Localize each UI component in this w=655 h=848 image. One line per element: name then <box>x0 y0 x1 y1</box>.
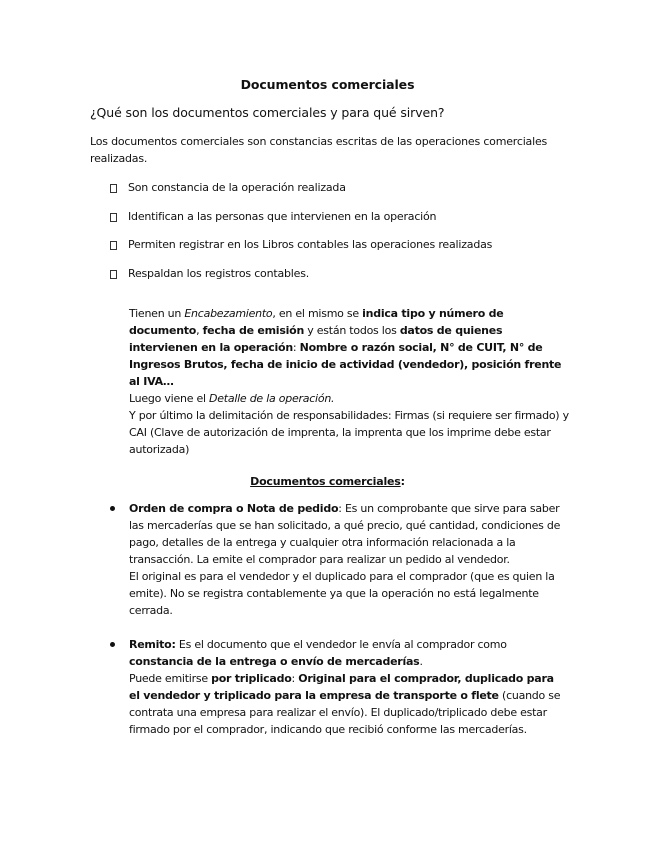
text-run: Luego viene el <box>129 392 210 405</box>
document-types-list <box>110 500 565 738</box>
bold-text: datos de quienes intervienen en la operación <box>129 324 503 354</box>
italic-text: Detalle de la operación. <box>209 392 335 405</box>
bold-text: Orden de compra o Nota de pedido <box>129 502 339 515</box>
text-run: Tienen un <box>129 307 185 320</box>
square-bullet-icon <box>110 184 117 193</box>
bold-text: Remito: <box>129 638 176 651</box>
list-item-text: Permiten registrar en los Libros contables las operaciones realizadas <box>128 238 493 251</box>
section-question: ¿Qué son los documentos comerciales y para qué sirven? <box>90 105 445 120</box>
square-bullet-icon <box>110 270 117 279</box>
list-item-remito <box>110 636 565 738</box>
bold-text: Original para el comprador, duplicado para el vendedor y triplicado para la empresa de transporte o flete <box>129 672 554 702</box>
list-item-text: Respaldan los registros contables. <box>128 266 310 280</box>
remito-paragraph-2 <box>129 670 565 738</box>
subtitle-colon: : <box>400 475 405 488</box>
bullet-dot-icon <box>110 506 115 511</box>
list-item <box>110 267 570 296</box>
list-item <box>110 181 570 210</box>
text-run: , <box>196 324 203 337</box>
text-run: : <box>292 341 300 354</box>
bold-text: por triplicado <box>211 672 292 685</box>
document-title: Documentos comerciales <box>240 77 415 92</box>
square-bullet-icon <box>110 241 117 250</box>
bold-text: indica tipo y número de documento <box>129 307 504 337</box>
responsibility-paragraph: Y por último la delimitación de responsabilidades: Firmas (si requiere ser firmado) y CAI (Clave de autorización de imprenta, la imprenta que los imprime debe estar autorizada) <box>129 409 569 456</box>
italic-text: Encabezamiento <box>184 307 273 320</box>
text-run: : <box>291 672 299 685</box>
orden-paragraph <box>129 500 565 568</box>
bold-text: fecha de emisión <box>202 324 305 337</box>
header-paragraph <box>129 305 569 390</box>
orden-paragraph-2: El original es para el vendedor y el duplicado para el comprador (que es quien la emite). No se registra contablemente ya que la operación no está legalmente cerrada. <box>129 570 555 617</box>
text-run: y están todos los <box>304 324 400 337</box>
text-run: . <box>419 655 423 668</box>
purpose-list <box>110 181 570 295</box>
text-run: (cuando se contrata una empresa para realizar el envío). El duplicado/triplicado debe estar firmado por el comprador, indicando que recibió conforme las mercaderías. <box>129 689 561 736</box>
bullet-dot-icon <box>110 642 115 647</box>
list-item <box>110 238 570 267</box>
section-subtitle <box>0 475 655 488</box>
text-run: : Es un comprobante que sirve para saber las mercaderías que se han solicitado, a qué precio, qué cantidad, condiciones de pago, detalles de la entrega y cualquier otra información relacionada a la transacción. La emite el comprador para realizar un pedido al vendedor. <box>129 502 561 566</box>
text-run: Puede emitirse <box>129 672 212 685</box>
bold-text: constancia de la entrega o envío de mercaderías <box>129 655 420 668</box>
structure-description <box>129 305 569 458</box>
remito-paragraph <box>129 636 565 670</box>
bold-text: Nombre o razón social, N° de CUIT, N° de Ingresos Brutos, fecha de inicio de actividad (vendedor), posición frente al IVA… <box>129 341 562 388</box>
detail-paragraph <box>129 390 569 407</box>
subtitle-text: Documentos comerciales <box>250 475 401 488</box>
list-item <box>110 210 570 239</box>
list-item-orden-compra <box>110 500 565 619</box>
text-run: Es el documento que el vendedor le envía al comprador como <box>175 638 507 651</box>
square-bullet-icon <box>110 213 117 222</box>
list-item-text: Identifican a las personas que intervienen en la operación <box>128 209 437 223</box>
intro-paragraph: Los documentos comerciales son constancias escritas de las operaciones comerciales realizadas. <box>90 135 548 165</box>
list-item-text: Son constancia de la operación realizada <box>128 181 346 194</box>
text-run: , en el mismo se <box>272 307 363 320</box>
